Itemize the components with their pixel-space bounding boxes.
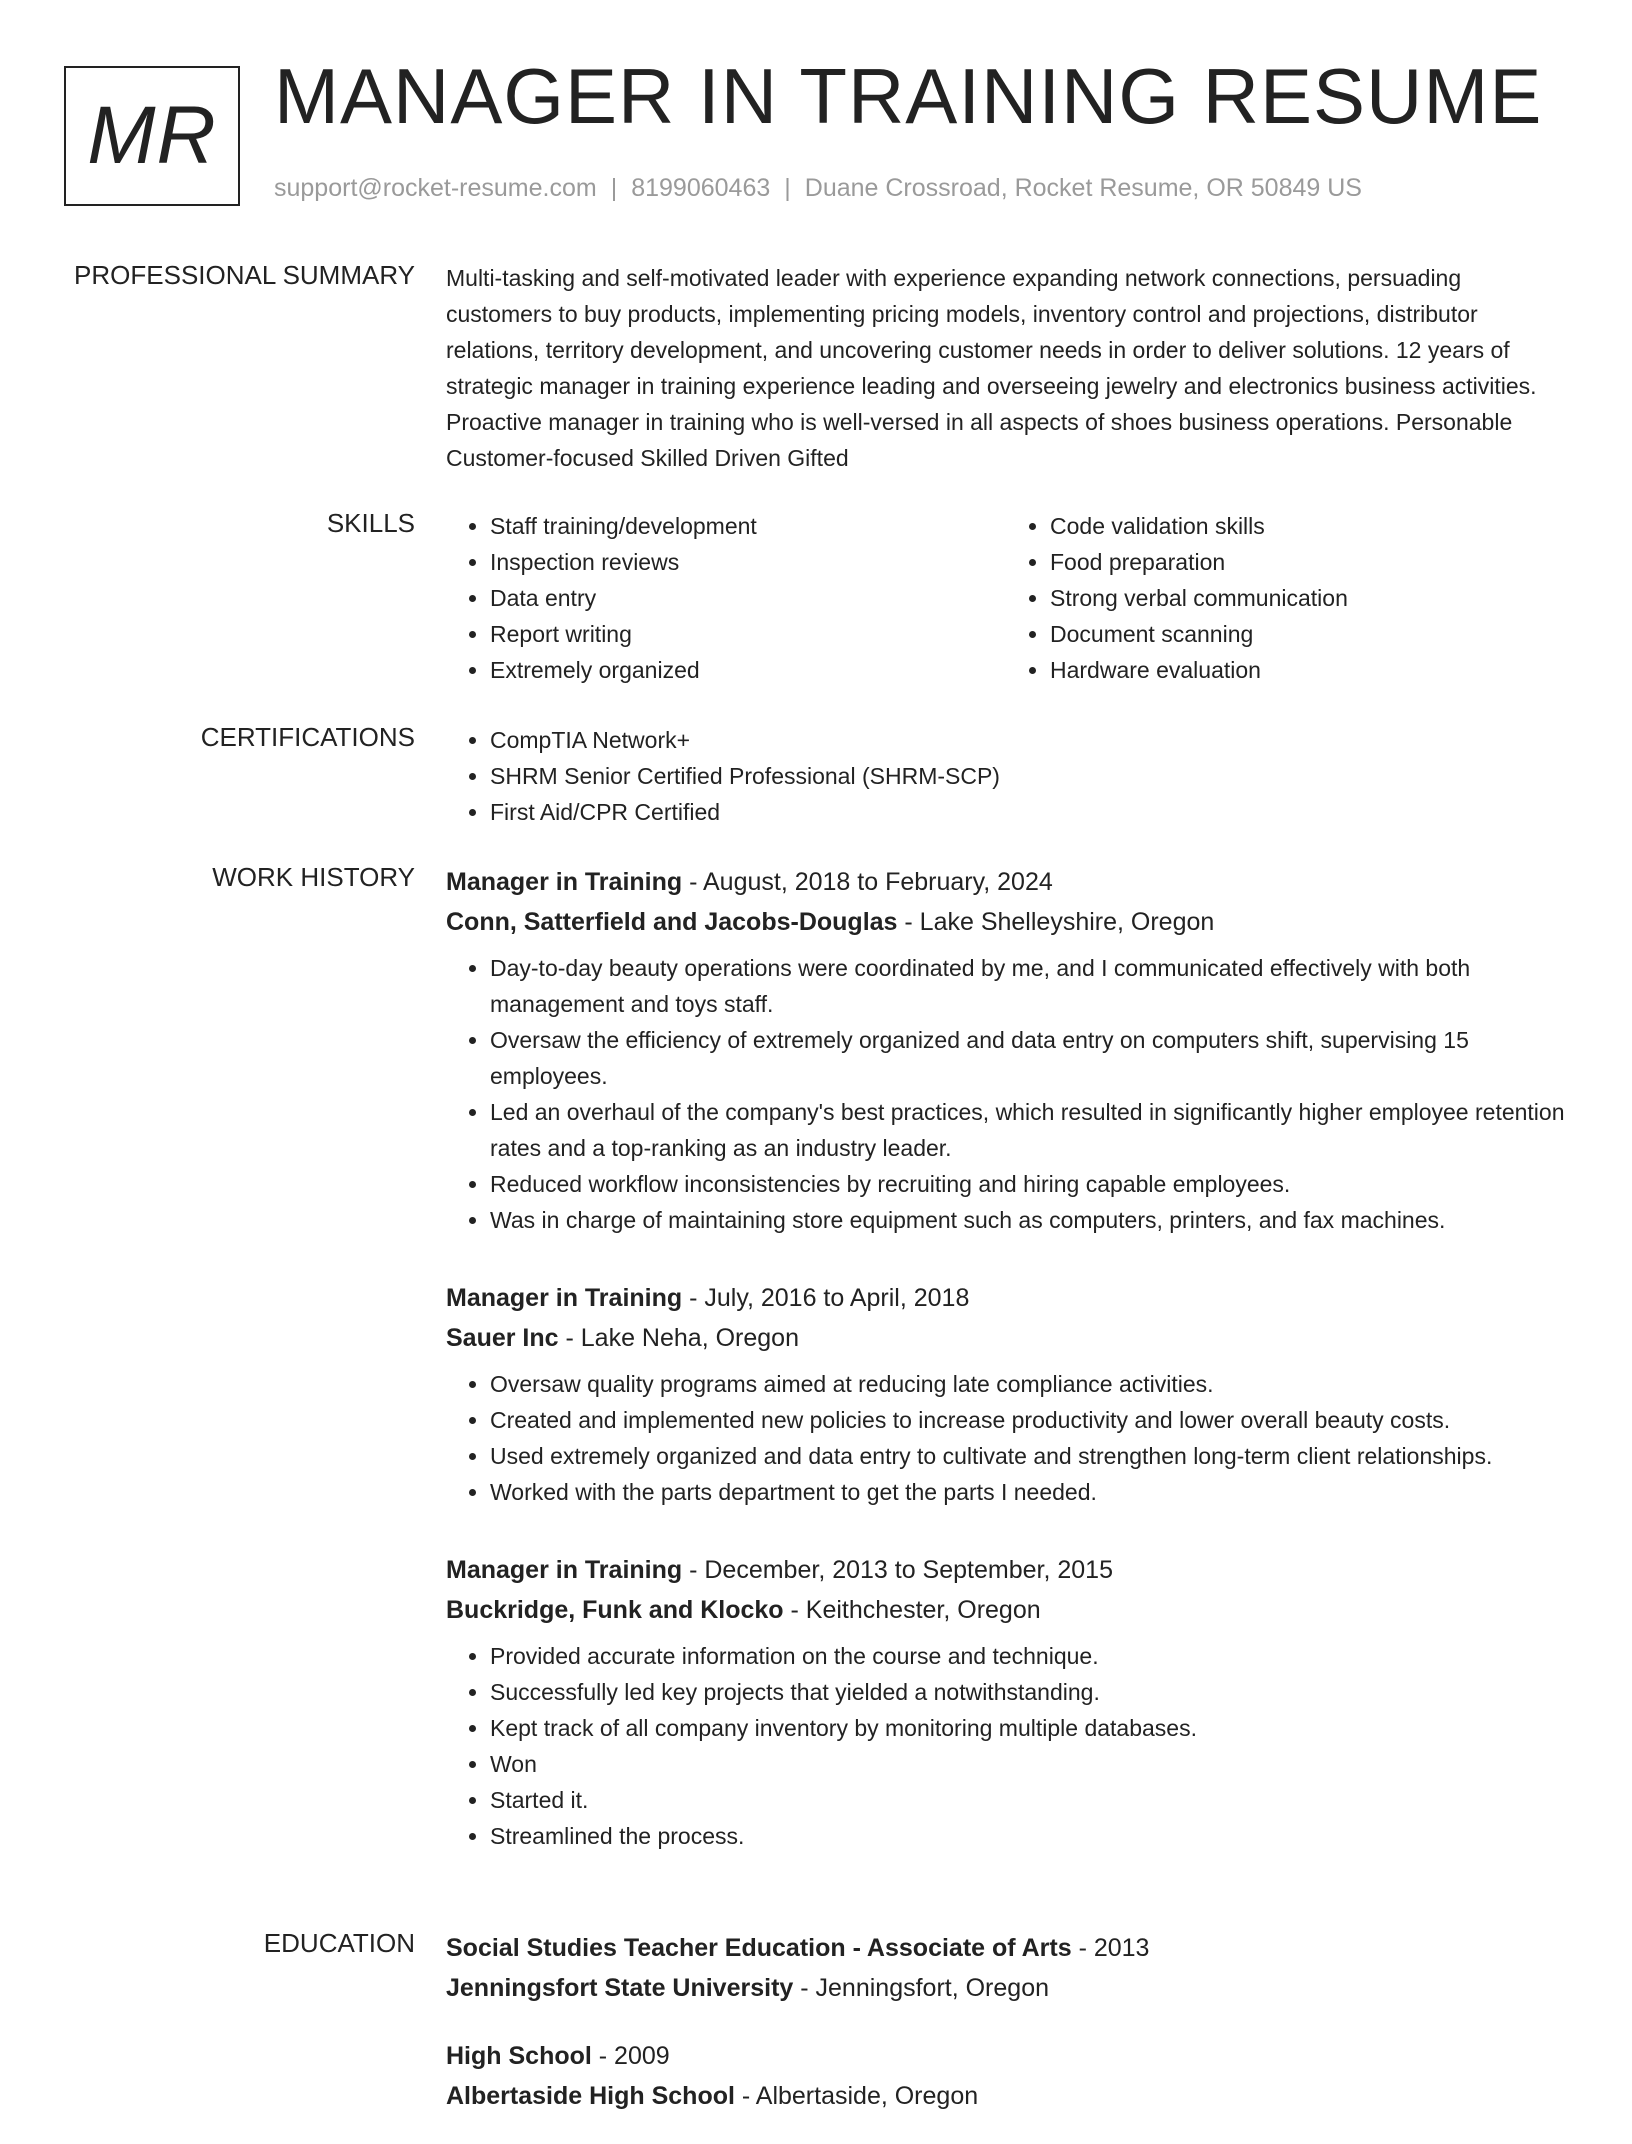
job-title-line	[446, 862, 1566, 902]
education-school-line	[446, 1968, 1566, 2008]
skill-item: • Strong verbal communication	[1050, 580, 1566, 616]
job-bullet: • Provided accurate information on the course and technique.	[490, 1638, 1566, 1674]
skill-item: • Hardware evaluation	[1050, 652, 1566, 688]
skill-item: • Code validation skills	[1050, 508, 1566, 544]
certification-item: • CompTIA Network+	[490, 722, 1566, 758]
monogram-badge	[64, 66, 240, 206]
monogram-text: MR	[87, 90, 217, 181]
job-bullet: • Oversaw the efficiency of extremely organized and data entry on computers shift, supervising 15 employees.	[490, 1022, 1566, 1094]
skills-columns	[446, 508, 1566, 688]
skill-item: • Report writing	[490, 616, 1006, 652]
job-bullet: • Won	[490, 1746, 1566, 1782]
education-entry	[446, 1928, 1566, 2008]
contact-separator: |	[610, 174, 618, 202]
job-company: Buckridge, Funk and Klocko	[446, 1596, 784, 1624]
contact-separator: |	[784, 174, 791, 202]
education-degree: High School	[446, 2042, 592, 2070]
job-title-line	[446, 1278, 1566, 1318]
section-label-work-history: WORK HISTORY	[212, 862, 415, 892]
job-bullets	[446, 1366, 1566, 1510]
skill-item: • Inspection reviews	[490, 544, 1006, 580]
certifications-body	[446, 722, 1566, 830]
skill-item: • Extremely organized	[490, 652, 1006, 688]
job-location: - Keithchester, Oregon	[783, 1596, 1041, 1624]
job-title: Manager in Training	[446, 868, 683, 896]
job-company: Conn, Satterfield and Jacobs-Douglas	[446, 908, 898, 936]
section-label-education: EDUCATION	[263, 1928, 415, 1958]
section-label-summary: PROFESSIONAL SUMMARY	[74, 260, 415, 290]
certification-item: • SHRM Senior Certified Professional (SHRM-SCP)	[490, 758, 1566, 794]
education-entry	[446, 2036, 1566, 2116]
job-bullet: • Started it.	[490, 1782, 1566, 1818]
job-entry	[446, 1278, 1566, 1510]
work-history-body	[446, 862, 1566, 1894]
education-year: - 2013	[1071, 1934, 1150, 1962]
skill-item: • Food preparation	[1050, 544, 1566, 580]
job-title: Manager in Training	[446, 1556, 683, 1584]
certification-item: • First Aid/CPR Certified	[490, 794, 1566, 830]
job-dates: - December, 2013 to September, 2015	[682, 1556, 1113, 1584]
job-bullet: • Led an overhaul of the company's best practices, which resulted in significantly higher employee retention rates and a top-ranking as an industry leader.	[490, 1094, 1566, 1166]
job-entry	[446, 862, 1566, 1238]
job-bullets	[446, 1638, 1566, 1854]
contact-line	[274, 174, 1362, 203]
education-school: Albertaside High School	[446, 2082, 735, 2110]
section-label-certifications: CERTIFICATIONS	[200, 722, 415, 752]
contact-phone: 8199060463	[631, 174, 771, 202]
job-location: - Lake Neha, Oregon	[558, 1324, 799, 1352]
job-title-line	[446, 1550, 1566, 1590]
contact-email: support@rocket-resume.com	[274, 174, 597, 202]
education-school-line	[446, 2076, 1566, 2116]
job-dates: - July, 2016 to April, 2018	[682, 1284, 970, 1312]
job-company-line	[446, 1590, 1566, 1630]
job-dates: - August, 2018 to February, 2024	[682, 868, 1053, 896]
job-bullet: • Created and implemented new policies to increase productivity and lower overall beauty costs.	[490, 1402, 1566, 1438]
job-entry	[446, 1550, 1566, 1854]
contact-address: Duane Crossroad, Rocket Resume, OR 50849 US	[804, 174, 1362, 202]
education-year: - 2009	[591, 2042, 670, 2070]
job-bullet: • Worked with the parts department to get the parts I needed.	[490, 1474, 1566, 1510]
job-company-line	[446, 1318, 1566, 1358]
section-label-skills: SKILLS	[326, 508, 415, 538]
resume-title: MANAGER IN TRAINING RESUME	[274, 52, 1543, 140]
skills-list-left	[446, 508, 1006, 688]
job-bullet: • Kept track of all company inventory by monitoring multiple databases.	[490, 1710, 1566, 1746]
job-bullet: • Was in charge of maintaining store equipment such as computers, printers, and fax machines.	[490, 1202, 1566, 1238]
education-location: - Jenningsfort, Oregon	[793, 1974, 1050, 2002]
job-bullet: • Streamlined the process.	[490, 1818, 1566, 1854]
job-bullet: • Day-to-day beauty operations were coordinated by me, and I communicated effectively with both management and toys staff.	[490, 950, 1566, 1022]
job-bullet: • Successfully led key projects that yielded a notwithstanding.	[490, 1674, 1566, 1710]
job-bullets	[446, 950, 1566, 1238]
education-degree-line	[446, 2036, 1566, 2076]
job-bullet: • Oversaw quality programs aimed at reducing late compliance activities.	[490, 1366, 1566, 1402]
skill-item: • Document scanning	[1050, 616, 1566, 652]
job-company-line	[446, 902, 1566, 942]
summary-text: Multi-tasking and self-motivated leader with experience expanding network connections, persuading customers to buy products, implementing pricing models, inventory control and projections, distributor relations, territory development, and uncovering customer needs in order to deliver solutions. 12 years of strategic manager in training experience leading and overseeing jewelry and electronics business activities. Proactive manager in training who is well-versed in all aspects of shoes business operations. Personable Customer-focused Skilled Driven Gifted	[446, 265, 1537, 471]
skills-list-right	[1006, 508, 1566, 688]
job-title: Manager in Training	[446, 1284, 683, 1312]
job-bullet: • Reduced workflow inconsistencies by recruiting and hiring capable employees.	[490, 1166, 1566, 1202]
skill-item: • Staff training/development	[490, 508, 1006, 544]
education-degree: Social Studies Teacher Education - Associate of Arts	[446, 1934, 1072, 1962]
skill-item: • Data entry	[490, 580, 1006, 616]
certifications-list	[446, 722, 1566, 830]
job-location: - Lake Shelleyshire, Oregon	[897, 908, 1215, 936]
education-school: Jenningsfort State University	[446, 1974, 794, 2002]
education-location: - Albertaside, Oregon	[734, 2082, 979, 2110]
job-company: Sauer Inc	[446, 1324, 559, 1352]
education-degree-line	[446, 1928, 1566, 1968]
job-bullet: • Used extremely organized and data entry to cultivate and strengthen long-term client relationships.	[490, 1438, 1566, 1474]
